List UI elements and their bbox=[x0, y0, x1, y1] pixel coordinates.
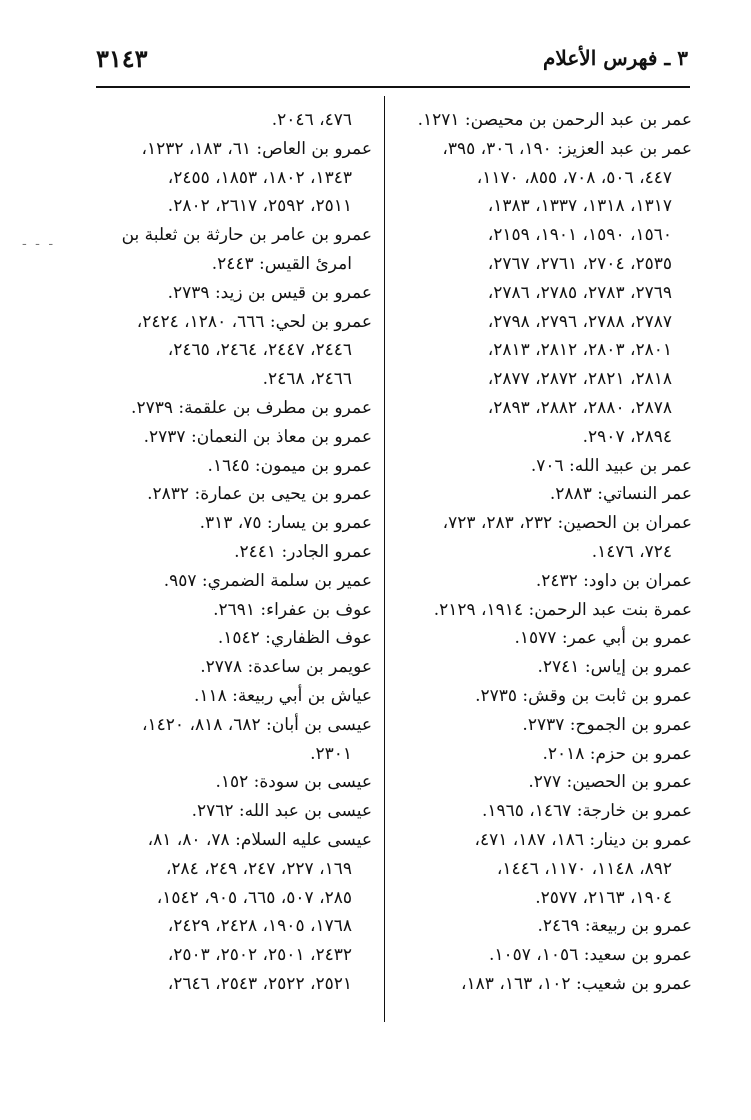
index-line: عمر بن عبد العزيز: ١٩٠، ٣٠٦، ٣٩٥، bbox=[442, 138, 692, 159]
index-line: ١٦٩، ٢٢٧، ٢٤٧، ٢٤٩، ٢٨٤، bbox=[165, 858, 352, 879]
index-line: عمرو بن لحي: ٦٦٦، ١٢٨٠، ٢٤٢٤، bbox=[136, 311, 372, 332]
index-line: ٤٧٦، ٢٠٤٦. bbox=[271, 110, 352, 130]
margin-mark: - - - bbox=[22, 236, 56, 252]
index-line: عمرو بن حزم: ٢٠١٨. bbox=[542, 743, 692, 764]
index-line: ٢٨٠١، ٢٨٠٣، ٢٨١٢، ٢٨١٣، bbox=[487, 340, 672, 361]
index-line: ٢٨٧٨، ٢٨٨٠، ٢٨٨٢، ٢٨٩٣، bbox=[487, 397, 672, 418]
index-line: ٢٥١١، ٢٥٩٢، ٢٦١٧، ٢٨٠٢. bbox=[167, 196, 352, 217]
index-line: ٢٤٣٢، ٢٥٠١، ٢٥٠٢، ٢٥٠٣، bbox=[167, 945, 352, 966]
index-line: عمرو الجادر: ٢٤٤١. bbox=[234, 541, 372, 562]
index-line: ٢٨٩٤، ٢٩٠٧. bbox=[582, 426, 672, 447]
index-line: ٢٧٨٧، ٢٧٨٨، ٢٧٩٦، ٢٧٩٨، bbox=[487, 311, 672, 332]
index-line: عمرو بن يسار: ٧٥، ٣١٣. bbox=[199, 513, 372, 534]
index-line: ٧٢٤، ١٤٧٦. bbox=[591, 541, 672, 562]
index-line: عمرو بن قيس بن زيد: ٢٧٣٩. bbox=[167, 282, 372, 303]
index-line: ٢٤٦٦، ٢٤٦٨. bbox=[262, 369, 352, 390]
index-line: عمرو بن الجموح: ٢٧٣٧. bbox=[522, 714, 692, 735]
index-line: عمرو بن الحصين: ٢٧٧. bbox=[528, 772, 692, 793]
index-line: عمرو بن ميمون: ١٦٤٥. bbox=[207, 455, 372, 476]
index-line: عمرو بن خارجة: ١٤٦٧، ١٩٦٥. bbox=[481, 801, 692, 822]
index-line: عمران بن داود: ٢٤٣٢. bbox=[535, 570, 692, 591]
index-line: عمرو بن أبي عمر: ١٥٧٧. bbox=[514, 628, 692, 649]
index-line: عيسى بن أبان: ٦٨٢، ٨١٨، ١٤٢٠، bbox=[142, 714, 372, 735]
page-number: ٣١٤٣ bbox=[96, 44, 148, 73]
index-line: ١٣٤٣، ١٨٠٢، ١٨٥٣، ٢٤٥٥، bbox=[167, 167, 352, 188]
index-line: ٨٩٢، ١١٤٨، ١١٧٠، ١٤٤٦، bbox=[496, 858, 672, 879]
index-line: ١٥٦٠، ١٥٩٠، ١٩٠١، ٢١٥٩، bbox=[487, 225, 672, 246]
column-divider bbox=[384, 96, 385, 1022]
index-line: عمرو بن دينار: ١٨٦، ١٨٧، ٤٧١، bbox=[474, 829, 692, 850]
index-line: ١٣١٧، ١٣١٨، ١٣٣٧، ١٣٨٣، bbox=[487, 196, 672, 217]
index-line: ٢٤٤٦، ٢٤٤٧، ٢٤٦٤، ٢٤٦٥، bbox=[167, 340, 352, 361]
running-title: ٣ ـ فهرس الأعلام bbox=[543, 46, 688, 70]
index-line: ٢٥٣٥، ٢٧٠٤، ٢٧٦١، ٢٧٦٧، bbox=[487, 253, 672, 274]
index-line: عمرو بن ربيعة: ٢٤٦٩. bbox=[537, 916, 692, 937]
index-line: ٤٤٧، ٥٠٦، ٧٠٨، ٨٥٥، ١١٧٠، bbox=[476, 167, 672, 188]
header-rule bbox=[96, 86, 690, 88]
index-line: عمرة بنت عبد الرحمن: ١٩١٤، ٢١٢٩. bbox=[433, 599, 692, 620]
index-line: امرئ القيس: ٢٤٤٣. bbox=[211, 253, 352, 274]
index-line: عويمر بن ساعدة: ٢٧٧٨. bbox=[200, 657, 372, 678]
index-line: عمرو بن العاص: ٦١، ١٨٣، ١٢٣٢، bbox=[141, 138, 372, 159]
index-line: ٢٨١٨، ٢٨٢١، ٢٨٧٢، ٢٨٧٧، bbox=[487, 369, 672, 390]
index-line: ٢٥٢١، ٢٥٢٢، ٢٥٤٣، ٢٦٤٦، bbox=[167, 973, 352, 994]
index-line: ١٩٠٤، ٢١٦٣، ٢٥٧٧. bbox=[535, 887, 672, 908]
index-line: عمرو بن معاذ بن النعمان: ٢٧٣٧. bbox=[143, 426, 372, 447]
index-line: عمر بن عبد الرحمن بن محيصن: ١٢٧١. bbox=[417, 110, 692, 130]
index-line: عيسى بن سودة: ١٥٢. bbox=[215, 772, 372, 793]
index-line: عمرو بن يحيى بن عمارة: ٢٨٣٢. bbox=[147, 484, 372, 505]
index-line: عمرو بن شعيب: ١٠٢، ١٦٣، ١٨٣، bbox=[461, 973, 692, 994]
index-line: عمر بن عبيد الله: ٧٠٦. bbox=[530, 455, 692, 476]
left-column bbox=[96, 106, 372, 999]
index-line: ٢٧٦٩، ٢٧٨٣، ٢٧٨٥، ٢٧٨٦، bbox=[487, 282, 672, 303]
index-line: عياش بن أبي ربيعة: ١١٨. bbox=[193, 685, 372, 706]
index-line: عمرو بن ثابت بن وقش: ٢٧٣٥. bbox=[475, 685, 692, 706]
index-line: عمرو بن سعيد: ١٠٥٦، ١٠٥٧. bbox=[488, 945, 692, 966]
index-line: عمير بن سلمة الضمري: ٩٥٧. bbox=[163, 570, 372, 591]
right-column bbox=[392, 106, 692, 999]
page-header bbox=[96, 42, 688, 78]
index-line: ٢٣٠١. bbox=[310, 743, 352, 764]
index-line: عمرو بن عامر بن حارثة بن ثعلبة بن bbox=[121, 225, 372, 246]
index-line: عمر النساتي: ٢٨٨٣. bbox=[549, 484, 692, 505]
index-line: عمرو بن إياس: ٢٧٤١. bbox=[537, 657, 692, 678]
index-line: عيسى عليه السلام: ٧٨، ٨٠، ٨١، bbox=[147, 829, 372, 850]
index-line: ٢٨٥، ٥٠٧، ٦٦٥، ٩٠٥، ١٥٤٢، bbox=[156, 887, 352, 908]
index-line: ١٧٦٨، ١٩٠٥، ٢٤٢٨، ٢٤٢٩، bbox=[167, 916, 352, 937]
index-line: عيسى بن عبد الله: ٢٧٦٢. bbox=[191, 801, 372, 822]
index-line: عوف بن عفراء: ٢٦٩١. bbox=[213, 599, 372, 620]
index-line: عمران بن الحصين: ٢٣٢، ٢٨٣، ٧٢٣، bbox=[442, 513, 692, 534]
index-line: عمرو بن مطرف بن علقمة: ٢٧٣٩. bbox=[131, 397, 372, 418]
index-line: عوف الظفاري: ١٥٤٢. bbox=[217, 628, 372, 649]
